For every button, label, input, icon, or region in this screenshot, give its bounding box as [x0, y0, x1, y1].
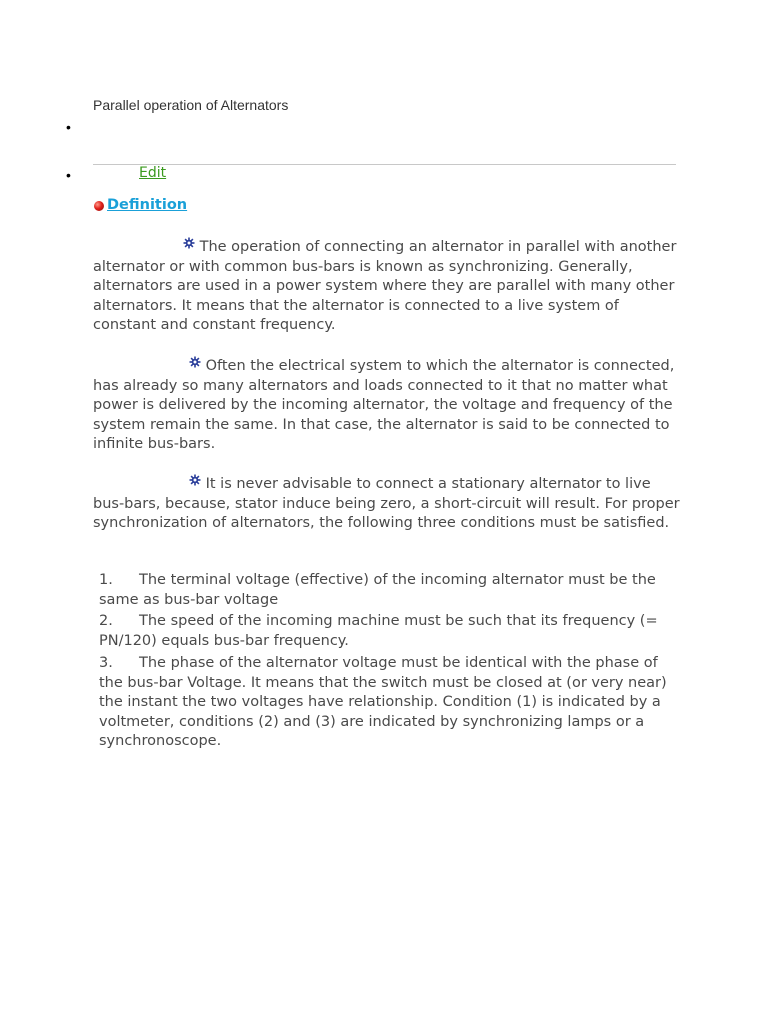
- page-title: Parallel operation of Alternators: [93, 97, 289, 113]
- red-ball-icon: [94, 201, 104, 211]
- paragraph-text: Often the electrical system to which the alternator is connected, has already so many alternators and loads connected to it that no matter what power is delivered by the incoming alternator, the voltage and frequency of the system remain the same. In that case, the alternator is said to be connected to infinite bus-bars.: [93, 358, 675, 452]
- gear-icon: [183, 237, 195, 249]
- condition-number: 2.: [99, 613, 113, 629]
- condition-number: 3.: [99, 655, 113, 671]
- list-bullet: •: [66, 167, 71, 183]
- paragraph: [93, 474, 683, 534]
- condition-text: The terminal voltage (effective) of the incoming alternator must be the same as bus-bar voltage: [99, 572, 656, 608]
- definition-heading: [94, 197, 187, 213]
- condition-text: The speed of the incoming machine must be such that its frequency (= PN/120) equals bus-bar frequency.: [99, 613, 658, 649]
- edit-link[interactable]: Edit: [139, 165, 167, 181]
- gear-icon: [189, 474, 201, 486]
- condition-text: The phase of the alternator voltage must be identical with the phase of the bus-bar Voltage. It means that the switch must be closed at (or very near) the instant the two voltages have relationship. Condition (1) is indicated by a voltmeter, conditions (2) and (3) are indicated by synchronizing lamps or a synchronoscope.: [99, 655, 667, 749]
- condition-item: [99, 571, 684, 610]
- definition-link[interactable]: Definition: [107, 197, 188, 213]
- gear-icon: [189, 356, 201, 368]
- paragraph: [93, 237, 683, 336]
- condition-number: 1.: [99, 572, 113, 588]
- condition-item: [99, 612, 684, 651]
- paragraph-text: The operation of connecting an alternator in parallel with another alternator or with common bus-bars is known as synchronizing. Generally, alternators are used in a power system where they are parallel with many other alternators. It means that the alternator is connected to a live system of constant and constant frequency.: [93, 239, 677, 333]
- condition-item: [99, 654, 684, 752]
- divider: [93, 164, 676, 165]
- list-bullet: •: [66, 119, 71, 135]
- paragraph: [93, 356, 683, 455]
- paragraph-text: It is never advisable to connect a stationary alternator to live bus-bars, because, stator induce being zero, a short-circuit will result. For proper synchronization of alternators, the following three conditions must be satisfied.: [93, 476, 680, 531]
